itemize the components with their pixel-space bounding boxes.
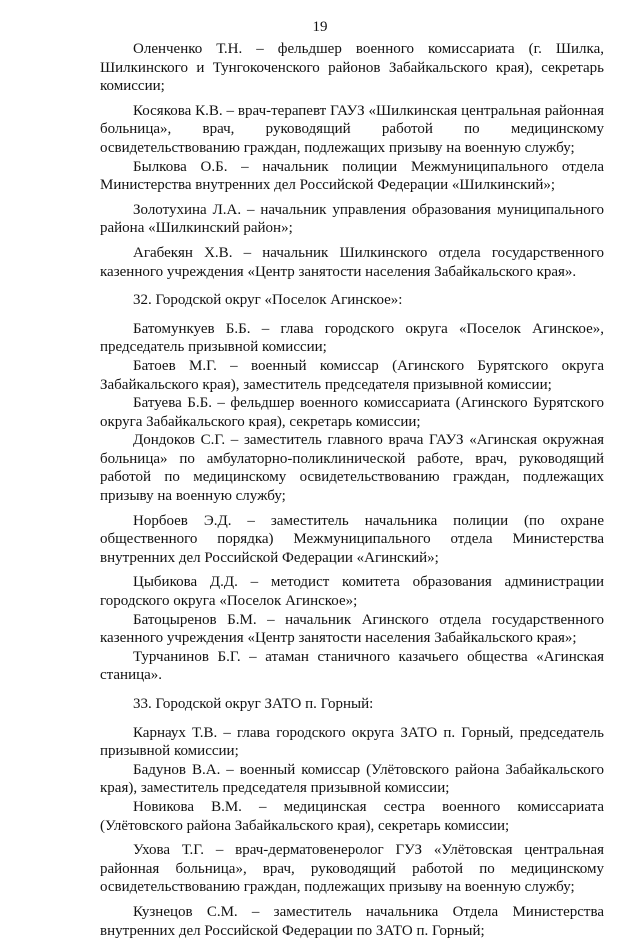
- member-entry: Норбоев Э.Д. – заместитель начальника полиции (по охране общественного порядка) Межмуниципального отдела Министерства внутренних дел Российской Федерации «Агинский»;: [100, 512, 604, 566]
- member-entry: Оленченко Т.Н. – фельдшер военного комиссариата (г. Шилка, Шилкинского и Тунгокоченского районов Забайкальского края), секретарь комиссии;: [100, 41, 604, 95]
- page-number: 19: [312, 19, 328, 35]
- member-entry: Косякова К.В. – врач-терапевт ГАУЗ «Шилкинская центральная районная больница», врач, руководящий работой по медицинскому освидетельствованию граждан, подлежащих призыву на военную службу;: [100, 102, 604, 156]
- section-heading: 33. Городской округ ЗАТО п. Горный:: [133, 696, 374, 712]
- section-heading: 32. Городской округ «Поселок Агинское»:: [133, 292, 403, 309]
- member-entry: Золотухина Л.А. – начальник управления образования муниципального района «Шилкинский район»;: [100, 201, 604, 237]
- member-entry: Карнаух Т.В. – глава городского округа ЗАТО п. Горный, председатель призывной комиссии;: [100, 724, 604, 760]
- member-entry: Кузнецов С.М. – заместитель начальника Отдела Министерства внутренних дел Российской Федерации по ЗАТО п. Горный;: [100, 903, 604, 939]
- member-entry: Ухова Т.Г. – врач-дерматовенеролог ГУЗ «Улётовская центральная районная больница», врач, руководящий работой по медицинскому освидетельствованию граждан, подлежащих призыву на военную службу;: [100, 842, 604, 896]
- member-entry: Турчанинов Б.Г. – атаман станичного казачьего общества «Агинская станица».: [100, 648, 604, 684]
- member-entry: Дондоков С.Г. – заместитель главного врача ГАУЗ «Агинская окружная больница» по амбулаторно-поликлинической работе, врач, руководящий работой по медицинскому освидетельствованию граждан, подлежащих призыву на военную службу;: [100, 432, 604, 505]
- member-entry: Агабекян Х.В. – начальник Шилкинского отдела государственного казенного учреждения «Центр занятости населения Забайкальского края».: [100, 244, 604, 280]
- member-entry: Батомункуев Б.Б. – глава городского округа «Поселок Агинское», председатель призывной комиссии;: [100, 320, 604, 356]
- member-entry: Бадунов В.А. – военный комиссар (Улётовского района Забайкальского края), заместитель председателя призывной комиссии;: [100, 761, 604, 797]
- member-entry: Батуева Б.Б. – фельдшер военного комиссариата (Агинского Бурятского округа Забайкальского края), секретарь комиссии;: [100, 395, 604, 430]
- member-entry: Батоев М.Г. – военный комиссар (Агинского Бурятского округа Забайкальского края), заместитель председателя призывной комиссии;: [100, 357, 604, 393]
- member-entry: Новикова В.М. – медицинская сестра военного комиссариата (Улётовского района Забайкальского края), секретарь комиссии;: [100, 798, 604, 834]
- member-entry: Былкова О.Б. – начальник полиции Межмуниципального отдела Министерства внутренних дел Российской Федерации «Шилкинский»;: [100, 158, 604, 194]
- member-entry: Цыбикова Д.Д. – методист комитета образования администрации городского округа «Поселок Агинское»;: [100, 574, 604, 610]
- document-body: [100, 40, 604, 940]
- member-entry: Батоцыренов Б.М. – начальник Агинского отдела государственного казенного учреждения «Центр занятости населения Забайкальского края»;: [100, 611, 604, 647]
